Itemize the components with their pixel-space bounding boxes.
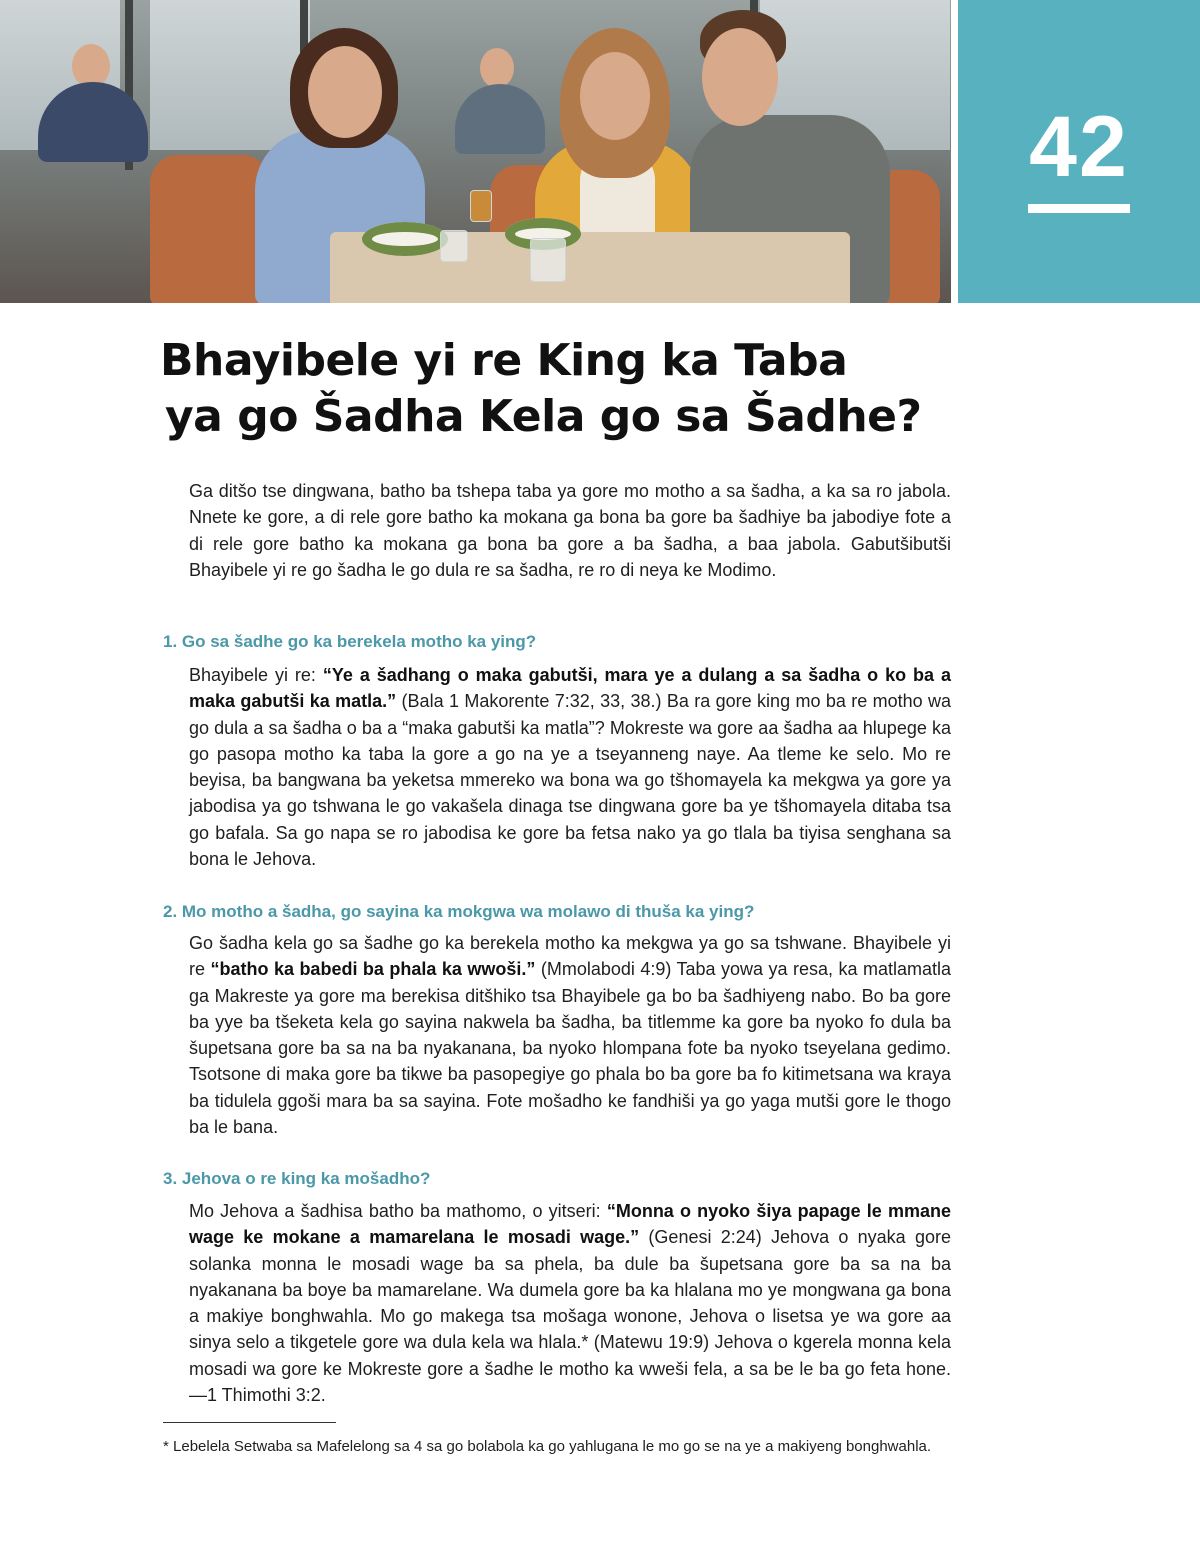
background-person [480, 48, 514, 88]
salad-plate [362, 222, 448, 256]
glass [440, 230, 468, 262]
section-text: (Bala 1 Makorente 7:32, 33, 38.) Ba ra gore king mo ba re motho wa go dula a sa šadha o ba a “maka gabutši ka matla”? Mokreste wa gore aa šadha aa hlupege ka go pasopa motho ka taba la gore a go na ye a tseyanneng naye. Aa tleme ke selo. Mo re beyisa, ba bangwana ba yeketsa mmereko wa bona wa go tšhomayela ka mekgwa ya gore ya jabodisa ya go tshwana le go vakašela dinaga tse dingwana gore ba ye tšhomayela ditaba tsa go bafala. Sa go napa se ro jabodisa ke gore ba fetsa nako ya go tlala ba tiyisa senghana sa bona le Jehova. [189, 691, 951, 870]
chair [150, 155, 270, 303]
section-text: (Genesi 2:24) Jehova o nyaka gore solanka monna le mosadi wage ba sa phela, ba dule ba šupetsana gore ba sa na ba nyakanana ba boye ba mamarelane. Wa dumela gore ba ka hlalana mo ye mongwana ga bona a makiye bonghwahla. Mo go makega tsa mošaga wonone, Jehova o lisetsa ye wa gore aa sinya selo a tikgetele gore wa dula kela wa hlala.* (Matewu 19:9) Jehova o kgerela monna kela mosadi wa gore ke Mokreste gore a šadhe le motho ka wweši fela, a sa be le ba go feta hone.—1 Thimothi 3:2. [189, 1227, 952, 1406]
glass [530, 238, 566, 282]
face [308, 46, 382, 138]
page-title [160, 333, 960, 445]
section-text: Mo Jehova a šadhisa batho ba mathomo, o yitseri: [189, 1201, 607, 1221]
chapter-number: 42 [1029, 99, 1129, 195]
section-heading-1: 1. Go sa šadhe go ka berekela motho ka ying? [163, 632, 537, 651]
scripture-quote: “Ye a šadhang o maka gabutši, mara ye a dulang a sa šadha o ko ba a maka gabutši ka matla.” [189, 665, 951, 712]
drink [470, 190, 492, 222]
footnote: * Lebelela Setwaba sa Mafelelong sa 4 sa go bolabola ka go yahlugana le mo go se na ye a makiyeng bonghwahla. [163, 1438, 932, 1455]
intro-paragraph: Ga ditšo tse dingwana, batho ba tshepa taba ya gore mo motho a sa šadha, a ka sa ro jabola. Nnete ke gore, a di rele gore batho ka mokana ga bona ba gore ba šadhiye ba jabodiye fote a di rele gore batho ka mokana ga bona ba gore a ba šadha, a baa jabola. Gabutšibutši Bhayibele yi re go šadha le go dula re sa šadha, re ro di neya ke Modimo. [189, 481, 951, 580]
section-text: Go šadha kela go sa šadhe go ka berekela motho ka mekgwa ya go sa tshwane. Bhayibele yi re [189, 933, 951, 980]
hero-photo [0, 0, 951, 303]
face [702, 28, 778, 126]
face [580, 52, 650, 140]
section-paragraph-1 [189, 662, 951, 872]
section-heading-2: 2. Mo motho a šadha, go sayina ka mokgwa wa molawo di thuša ka ying? [163, 902, 755, 921]
section-heading-3: 3. Jehova o re king ka mošadho? [163, 1169, 431, 1188]
section-text: (Mmolabodi 4:9) Taba yowa ya resa, ka matlamatla ga Makreste ya gore ma berekisa ditšhiko tsa Bhayibele ga bo ba šadhiyeng nabo. Bo ba gore ba yye ba tšeketa kela go sayina nakwela ba šadha, ba titlemme ka gore ba nyoko fo dula ba šupetsana gore ba sa na ba nyakanana, ba nyoko hlompana fote ba nyoko tseyelana gedimo. Tsotsone di maka gore ba tikwe ba pasopegiye go phala bo ba gore ba fo kitimetsana wa kraya ba tidulela ggoši mara ba sa sayina. Fote mošadho ke fandhiši ya go yaga mutši gore le thogo ba le bana. [189, 959, 952, 1138]
scripture-quote: “batho ka babedi ba phala ka wwoši.” [210, 959, 536, 980]
chapter-tab [958, 0, 1200, 303]
background-window [150, 0, 310, 150]
background-person [455, 84, 545, 154]
chapter-underline [1028, 204, 1130, 213]
title-line-2: ya go Šadha Kela go sa Šadhe? [165, 391, 922, 442]
section-paragraph-3 [189, 1198, 951, 1408]
title-line-1: Bhayibele yi re King ka Taba [160, 335, 848, 386]
footnote-divider [163, 1422, 336, 1423]
section-text: Bhayibele yi re: [189, 665, 323, 685]
scripture-quote: “Monna o nyoko šiya papage le mmane wage ke mokane a mamarelana le mosadi wage.” [189, 1201, 951, 1248]
section-paragraph-2 [189, 930, 951, 1140]
